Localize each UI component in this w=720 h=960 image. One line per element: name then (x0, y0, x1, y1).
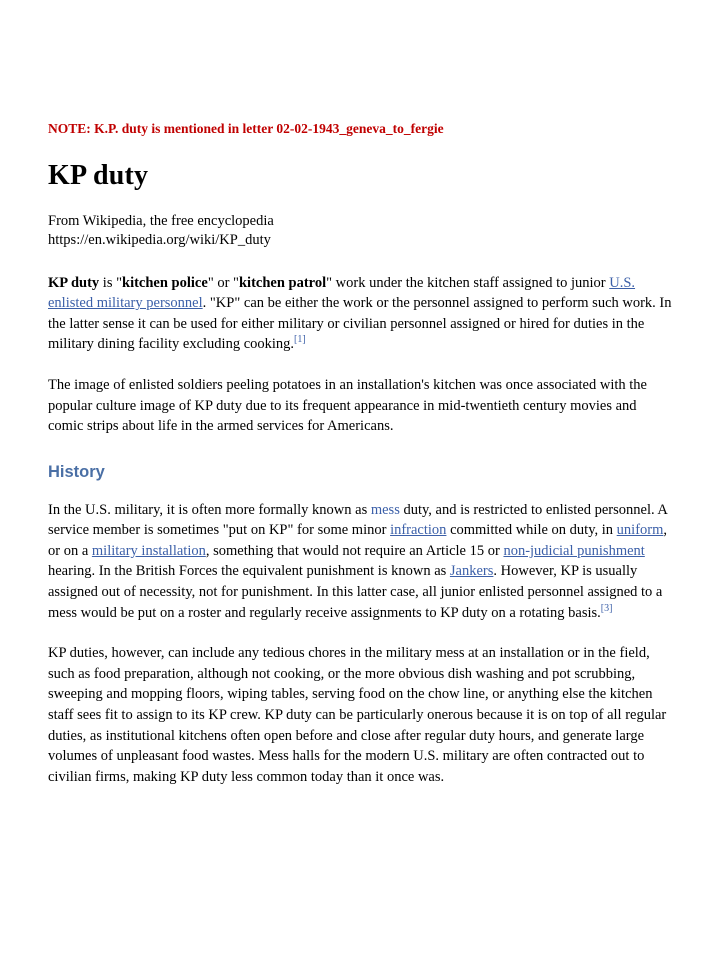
history-text-2: duty, and is restricted to enlisted personnel. A service member is sometimes "put on KP" for some minor (48, 501, 668, 539)
history-text-7: . However, KP is usually assigned out of necessity, not for punishment. In this latter case, all junior enlisted personnel assigned to a mess would be put on a roster and regularly receive assignments to KP duty on a rotating basis. (48, 563, 663, 621)
history-text-6: hearing. In the British Forces the equivalent punishment is known as (48, 563, 450, 580)
reference-1-link[interactable]: [1] (294, 334, 306, 346)
link-jankers[interactable]: Jankers (449, 563, 494, 580)
intro-paragraph-2: The image of enlisted soldiers peeling potatoes in an installation's kitchen was once associated with the popular culture image of KP duty due to its frequent appearance in mid-twentieth century movies and comic strips about life in the armed services for Americans. (48, 376, 647, 435)
link-military-installation[interactable]: military installation (91, 542, 206, 559)
section-heading-history: History (48, 462, 105, 481)
history-text-5: , something that would not require an Article 15 or (205, 542, 504, 559)
reference-3-link[interactable]: [3] (600, 602, 613, 614)
term-kitchen-police: kitchen police (122, 274, 208, 291)
term-kp-duty: KP duty (48, 274, 100, 291)
link-non-judicial-punishment[interactable]: non-judicial punishment (503, 542, 645, 559)
reference-1[interactable] (294, 335, 306, 346)
intro-text-2: " or " (207, 274, 239, 291)
editor-note: NOTE: K.P. duty is mentioned in letter 02-02-1943_geneva_to_fergie (48, 121, 444, 136)
link-mess[interactable]: mess (370, 501, 400, 518)
source-url: https://en.wikipedia.org/wiki/KP_duty (48, 232, 271, 249)
history-text-1: In the U.S. military, it is often more formally known as (48, 501, 371, 518)
history-paragraph-2: KP duties, however, can include any tedious chores in the military mess at an installation or in the field, such as food preparation, although not cooking, or the more obvious dish washing and pot scrubbing, sweeping and mopping floors, wiping tables, serving food on the chow line, or anything else the kitchen staff sees fit to assign to its KP crew. KP duty can be particularly onerous because it is on top of all regular duties, as institutional kitchens often open before and close after regular duty hours, and generate large volumes of unpleasant food wastes. Mess halls for the modern U.S. military are often contracted out to civilian firms, making KP duty less common today than it once was. (48, 645, 667, 785)
page-title: KP duty (48, 159, 149, 191)
intro-paragraph-1 (48, 273, 672, 355)
intro-text-1: is " (99, 274, 123, 291)
history-text-4: , or on a (48, 522, 668, 559)
link-us-enlisted-military-personnel[interactable]: U.S. enlisted military personnel (48, 274, 636, 312)
link-infraction[interactable]: infraction (390, 522, 447, 539)
document-page (48, 120, 672, 807)
source-attribution: From Wikipedia, the free encyclopedia (48, 212, 274, 229)
history-text-3: committed while on duty, in (446, 522, 617, 539)
term-kitchen-patrol: kitchen patrol (238, 274, 327, 291)
intro-text-4: . "KP" can be either the work or the personnel assigned to perform such work. In the latter sense it can be used for either military or civilian personnel assigned or hired for duties in the military dining facility excluding cooking. (48, 295, 672, 353)
link-uniform[interactable]: uniform (616, 522, 664, 539)
intro-text-3: " work under the kitchen staff assigned to junior (326, 274, 610, 291)
history-paragraph-1 (48, 500, 672, 623)
reference-3[interactable] (601, 603, 613, 614)
source-block (48, 212, 672, 251)
